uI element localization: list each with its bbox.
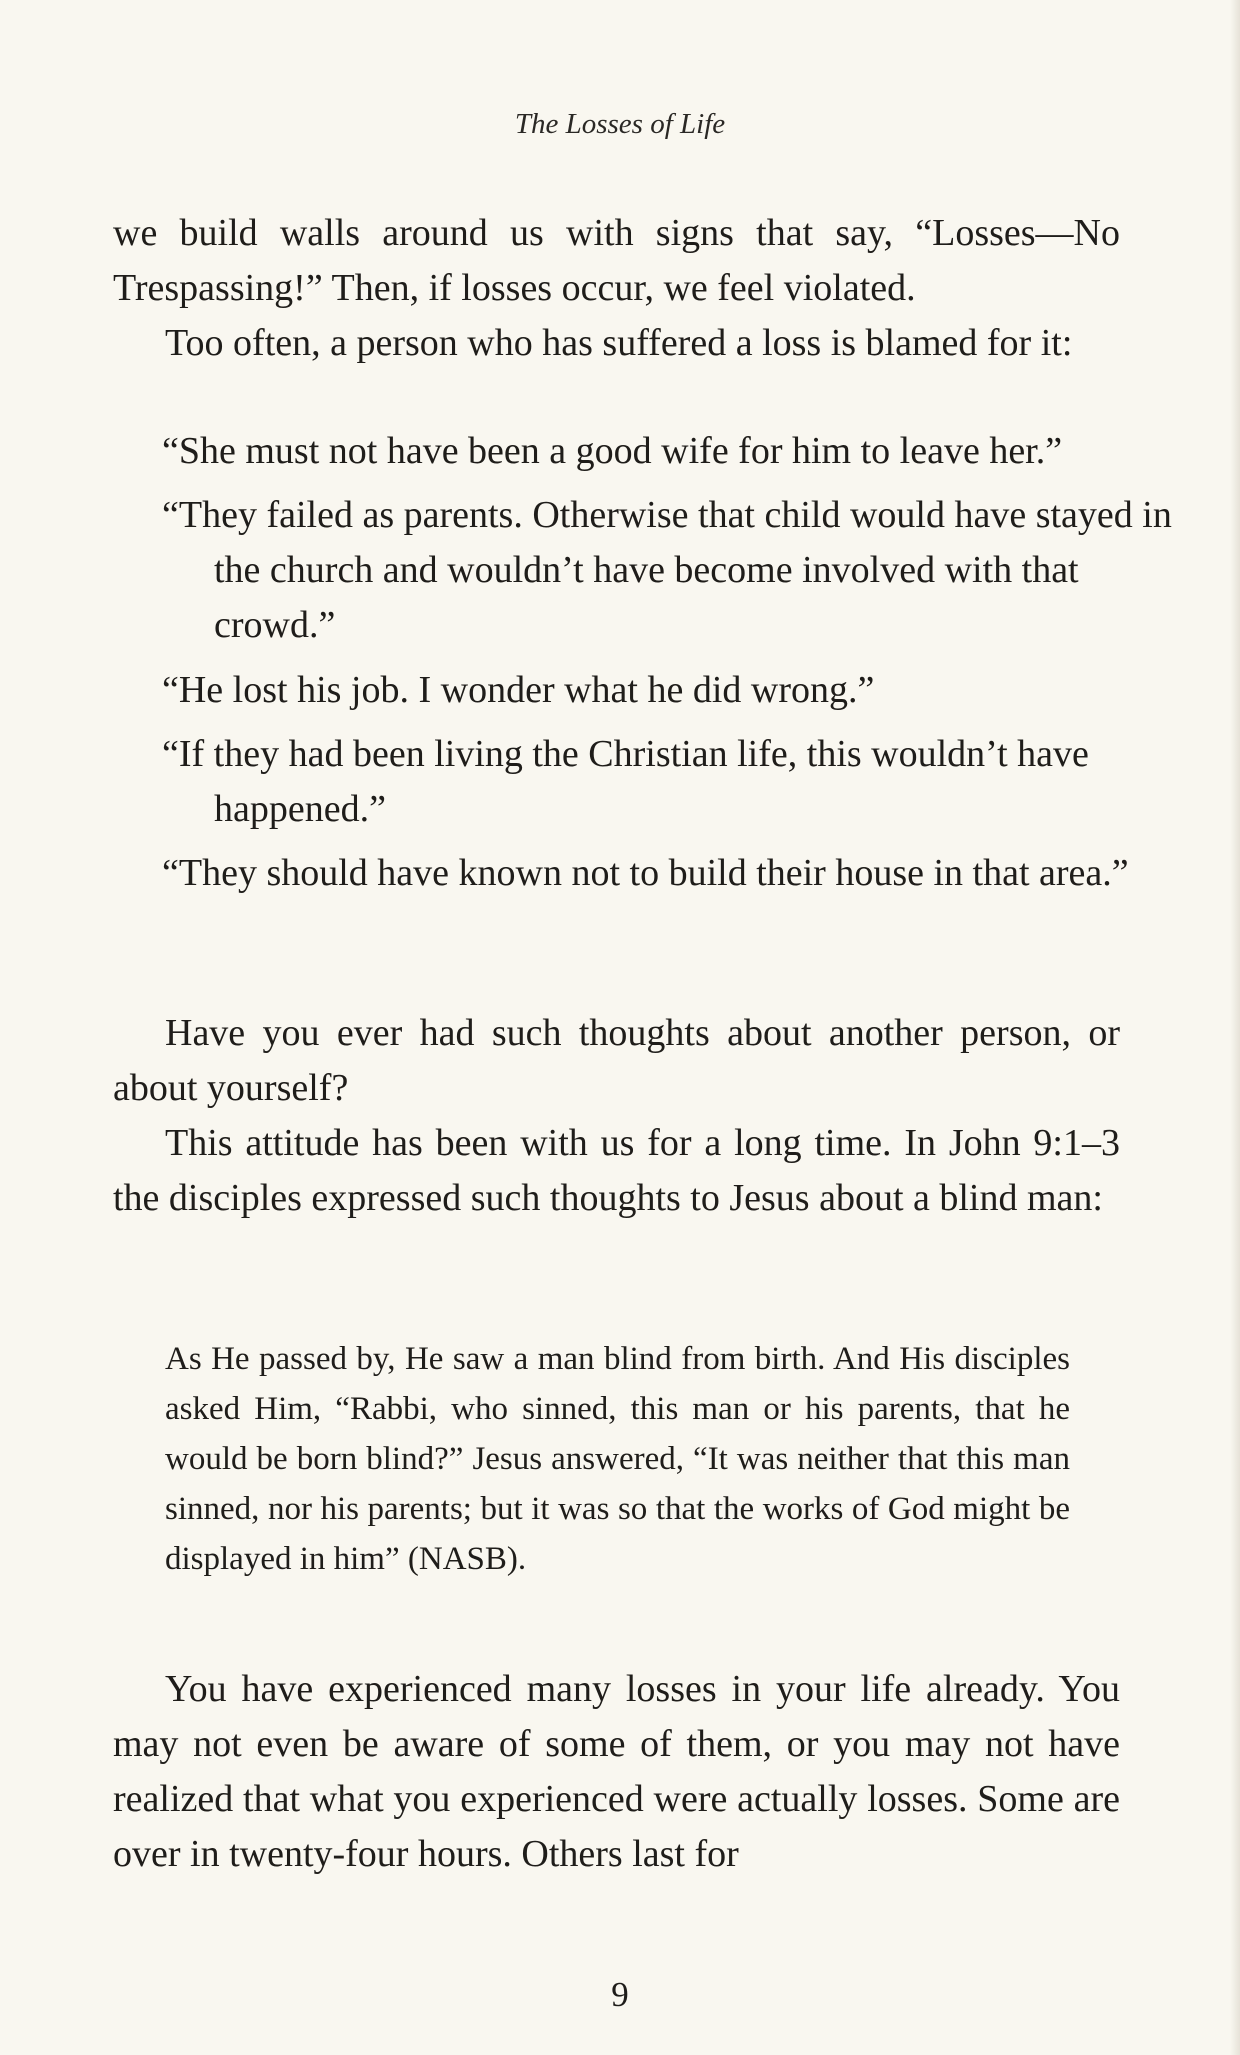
page-number: 9 <box>611 1975 629 2014</box>
page-edge-shadow <box>1230 0 1240 2055</box>
quote-item: “They failed as parents. Otherwise that child would have stayed in the church and wouldn’t have become involved with that crowd.” <box>162 494 1172 646</box>
paragraph-blamed: Too often, a person who has suffered a loss is blamed for it: <box>165 322 1073 364</box>
running-head: The Losses of Life <box>514 108 726 140</box>
paragraph-walls: we build walls around us with signs that say, “Losses—No Trespassing!” Then, if losses occur, we feel violated. <box>113 212 1120 309</box>
quote-item: “He lost his job. I wonder what he did wrong.” <box>162 669 875 711</box>
quote-item: “She must not have been a good wife for him to leave her.” <box>162 430 1063 472</box>
scripture-block-quote: As He passed by, He saw a man blind from birth. And His disciples asked Him, “Rabbi, who sinned, this man or his parents, that he would be born blind?” Jesus answered, “It was neither that this man sinned, nor his parents; but it was so that the works of God might be displayed in him” (NASB). <box>165 1341 1070 1577</box>
paragraph-attitude: This attitude has been with us for a long time. In John 9:1–3 the disciples expressed such thoughts to Jesus about a blind man: <box>113 1122 1120 1219</box>
paragraph-losses: You have experienced many losses in your life already. You may not even be aware of some of them, or you may not have realized that what you experienced were actually losses. Some are over in twenty-four hours. Others last for <box>113 1668 1120 1875</box>
quote-item: “If they had been living the Christian life, this wouldn’t have happened.” <box>162 733 1089 830</box>
paragraph-such-thoughts: Have you ever had such thoughts about another person, or about yourself? <box>113 1012 1120 1109</box>
quote-item: “They should have known not to build their house in that area.” <box>162 852 1129 894</box>
